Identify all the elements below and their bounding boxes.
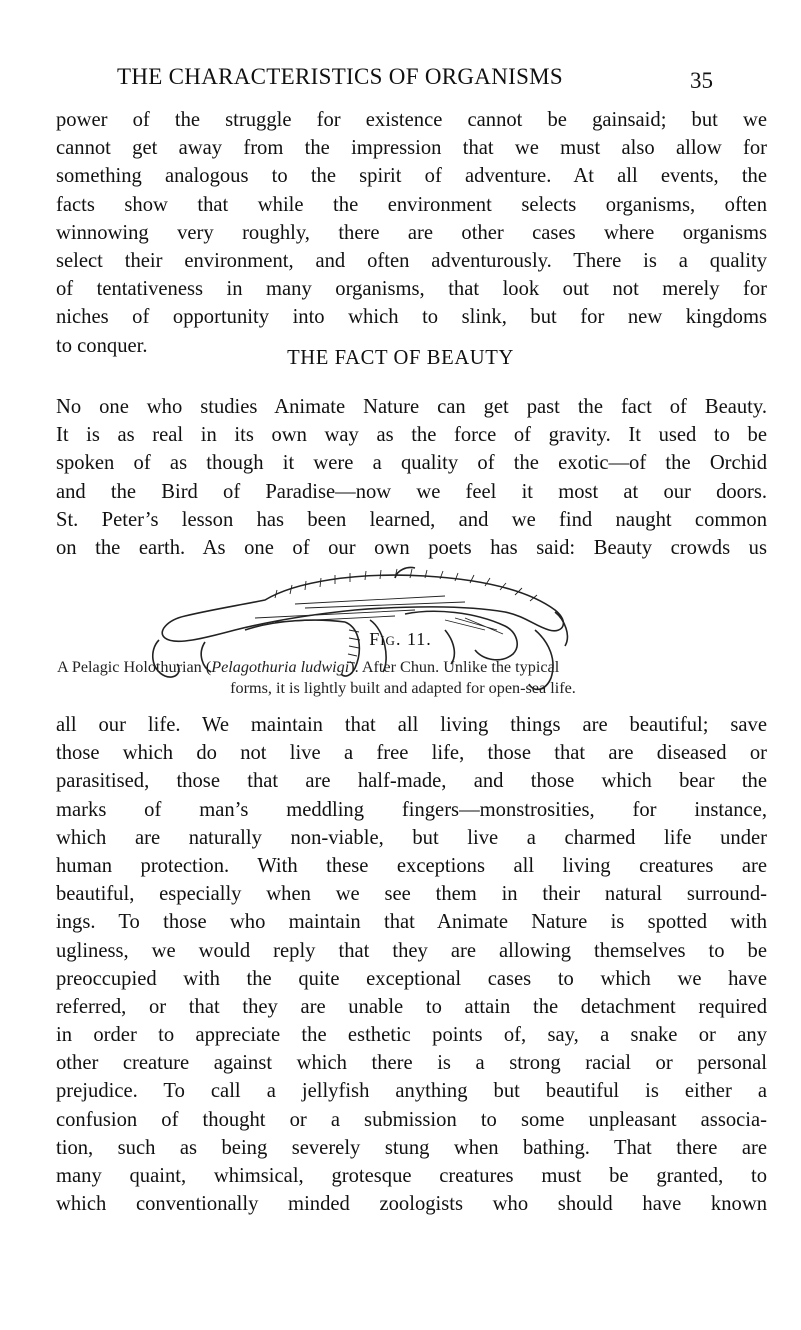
caption-suffix: ). After Chun. Unlike the typical (349, 658, 560, 676)
text-line: It is as real in its own way as the force of gravity. It used to be (56, 424, 767, 447)
page-header (117, 64, 713, 100)
text-line: beautiful, especially when we see them in their natural surround- (56, 883, 767, 906)
text-line: in order to appreciate the esthetic points of, say, a snake or any (56, 1024, 767, 1047)
caption-prefix: A Pelagic Holothurian ( (57, 658, 212, 676)
text-line: to conquer. (56, 334, 148, 357)
text-line: those which do not live a free life, those that are diseased or (56, 742, 767, 765)
text-line: parasitised, those that are half-made, and those which bear the (56, 770, 767, 793)
text-line: No one who studies Animate Nature can get past the fact of Beauty. (56, 396, 767, 418)
text-line: preoccupied with the quite exceptional cases to which we have (56, 967, 767, 990)
running-title: THE CHARACTERISTICS OF ORGANISMS (117, 64, 564, 89)
text-line: of tentativeness in many organisms, that look out not merely for (56, 278, 767, 301)
text-line: tion, such as being severely stung when bathing. That there are (56, 1136, 767, 1159)
paragraph-beauty (56, 393, 767, 562)
text-line: marks of man’s meddling fingers—monstrosities, for instance, (56, 798, 767, 821)
figure-caption (57, 657, 767, 699)
text-line: referred, or that they are unable to attain the detachment required (56, 995, 767, 1018)
text-line: cannot get away from the impression that we must also allow for (56, 137, 767, 160)
text-line: which are naturally non-viable, but live a charmed life under (56, 826, 767, 849)
caption-line: forms, it is lightly built and adapted for open-sea life. (230, 679, 576, 697)
text-line: confusion of thought or a submission to some unpleasant associa- (56, 1108, 767, 1131)
section-heading: THE FACT OF BEAUTY (287, 347, 514, 369)
text-line: power of the struggle for existence cannot be gainsaid; but we (56, 109, 767, 131)
text-line: facts show that while the environment selects organisms, often (56, 193, 767, 216)
text-line: spoken of as though it were a quality of the exotic—of the Orchid (56, 452, 767, 475)
text-line: on the earth. As one of our own poets has said: Beauty crowds us (56, 536, 767, 559)
paragraph-living-things (56, 711, 767, 1218)
text-line: St. Peter’s lesson has been learned, and we find naught common (56, 508, 767, 531)
text-line: winnowing very roughly, there are other cases where organisms (56, 221, 767, 244)
text-line: niches of opportunity into which to slink, but for new kingdoms (56, 306, 767, 329)
text-line: ings. To those who maintain that Animate Nature is spotted with (56, 911, 767, 934)
text-line: select their environment, and often adventurously. There is a quality (56, 249, 767, 272)
text-line: ugliness, we would reply that they are allowing themselves to be (56, 939, 767, 962)
caption-species-name: Pelagothuria ludwigi (211, 658, 350, 676)
text-line: something analogous to the spirit of adventure. At all events, the (56, 165, 767, 188)
text-line: many quaint, whimsical, grotesque creatures must be granted, to (56, 1165, 767, 1187)
figure-label: Fig. 11. (369, 629, 432, 649)
text-line: human protection. With these exceptions all living creatures are (56, 854, 767, 877)
page-number: 35 (690, 68, 713, 93)
text-line: all our life. We maintain that all living things are beautiful; save (56, 714, 767, 736)
paragraph-adventure (56, 106, 767, 360)
caption-line (57, 657, 767, 678)
text-line: other creature against which there is a strong racial or personal (56, 1052, 767, 1075)
text-line: and the Bird of Paradise—now we feel it most at our doors. (56, 480, 767, 503)
text-line: which conventionally minded zoologists who should have known (56, 1193, 767, 1216)
text-line: prejudice. To call a jellyfish anything but beautiful is either a (56, 1080, 767, 1103)
